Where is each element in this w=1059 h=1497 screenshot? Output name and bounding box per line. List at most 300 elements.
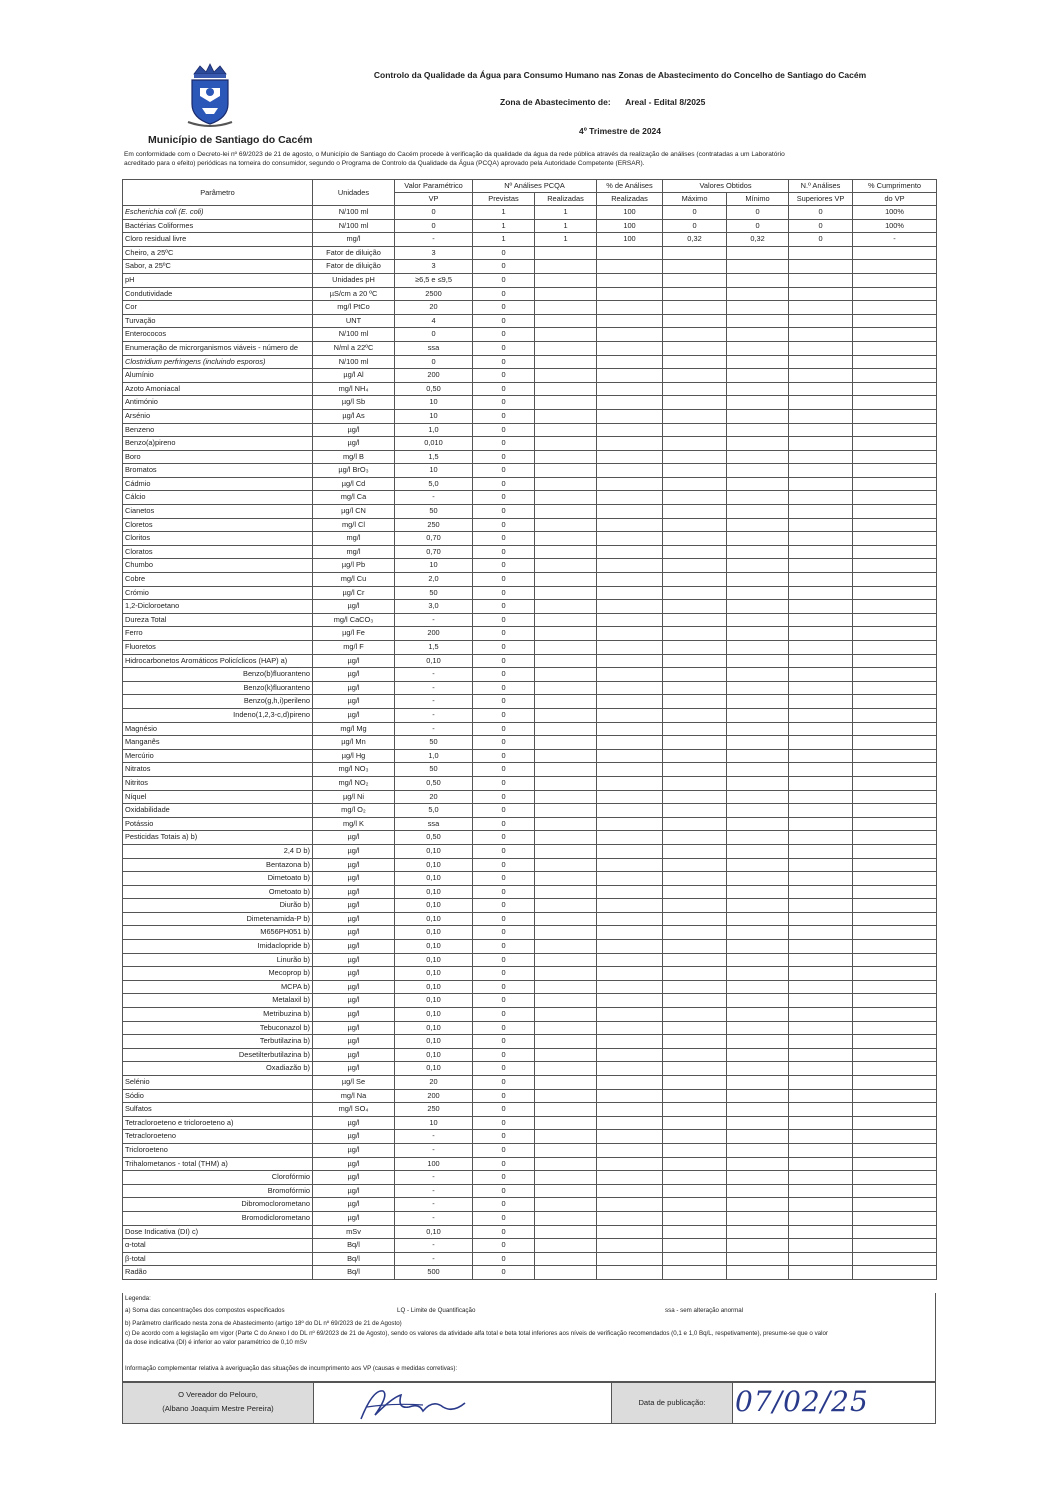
cell-vp: ≥6,5 e ≤9,5 [395, 273, 473, 287]
cell-minimo [727, 273, 789, 287]
cell-realizadas [535, 1089, 597, 1103]
cell-pct-realizadas [597, 559, 663, 573]
cell-cumprimento [853, 1239, 937, 1253]
cell-maximo [663, 1266, 727, 1280]
cell-minimo [727, 1143, 789, 1157]
cell-maximo [663, 967, 727, 981]
cell-superiores-vp [789, 532, 853, 546]
signature-block [122, 1382, 936, 1424]
cell-superiores-vp [789, 940, 853, 954]
cell-maximo [663, 668, 727, 682]
cell-unit: µg/l [313, 912, 395, 926]
cell-unit: Bq/l [313, 1239, 395, 1253]
table-row [123, 369, 937, 383]
cell-unit: µg/l Ni [313, 790, 395, 804]
cell-minimo [727, 505, 789, 519]
cell-pct-realizadas [597, 940, 663, 954]
table-row [123, 206, 937, 220]
cell-superiores-vp [789, 1252, 853, 1266]
table-row [123, 858, 937, 872]
cell-maximo [663, 491, 727, 505]
cell-superiores-vp [789, 899, 853, 913]
cell-minimo [727, 1171, 789, 1185]
cell-maximo [663, 885, 727, 899]
cell-cumprimento [853, 899, 937, 913]
cell-pct-realizadas [597, 301, 663, 315]
cell-previstas: 0 [473, 355, 535, 369]
cell-superiores-vp: 0 [789, 219, 853, 233]
cell-vp: 0,10 [395, 1021, 473, 1035]
cell-cumprimento [853, 518, 937, 532]
cell-minimo [727, 1157, 789, 1171]
cell-realizadas [535, 1184, 597, 1198]
cell-param: Metribuzina b) [123, 1008, 313, 1022]
cell-unit: N/100 ml [313, 219, 395, 233]
cell-vp: 0 [395, 219, 473, 233]
cell-vp: 0,10 [395, 980, 473, 994]
cell-previstas: 0 [473, 341, 535, 355]
cell-param: 2,4 D b) [123, 844, 313, 858]
cell-maximo [663, 260, 727, 274]
table-row [123, 804, 937, 818]
cell-minimo [727, 912, 789, 926]
cell-vp: 0,10 [395, 899, 473, 913]
cell-param: Chumbo [123, 559, 313, 573]
cell-previstas: 0 [473, 586, 535, 600]
cell-param: Magnésio [123, 722, 313, 736]
cell-vp: 10 [395, 409, 473, 423]
cell-cumprimento [853, 912, 937, 926]
cell-param: Cianetos [123, 505, 313, 519]
cell-pct-realizadas [597, 1089, 663, 1103]
cell-superiores-vp [789, 885, 853, 899]
cell-unit: µg/l [313, 695, 395, 709]
table-row [123, 736, 937, 750]
cell-superiores-vp [789, 369, 853, 383]
table-row [123, 573, 937, 587]
cell-param: 1,2-Dicloroetano [123, 600, 313, 614]
cell-minimo [727, 437, 789, 451]
cell-superiores-vp [789, 505, 853, 519]
table-row [123, 545, 937, 559]
cell-pct-realizadas [597, 749, 663, 763]
cell-minimo [727, 545, 789, 559]
cell-superiores-vp [789, 1157, 853, 1171]
cell-vp: 250 [395, 518, 473, 532]
page-title: Controlo da Qualidade da Água para Consumo Humano nas Zonas de Abastecimento do Concelho de Santiago do Cacém [373, 70, 867, 80]
header-pct-top: % de Análises [597, 180, 663, 193]
cell-param: Turvação [123, 314, 313, 328]
header-realizadas: Realizadas [535, 193, 597, 206]
cell-previstas: 0 [473, 641, 535, 655]
cell-vp: - [395, 708, 473, 722]
cell-minimo [727, 423, 789, 437]
table-row [123, 926, 937, 940]
cell-previstas: 0 [473, 749, 535, 763]
cell-minimo [727, 872, 789, 886]
table-row [123, 967, 937, 981]
cell-param: Dimetoato b) [123, 872, 313, 886]
cell-maximo [663, 369, 727, 383]
cell-realizadas [535, 532, 597, 546]
cell-param: α-total [123, 1239, 313, 1253]
cell-param: Pesticidas Totais a) b) [123, 831, 313, 845]
cell-unit: µg/l Fe [313, 627, 395, 641]
cell-unit: UNT [313, 314, 395, 328]
cell-maximo [663, 1021, 727, 1035]
cell-maximo [663, 912, 727, 926]
cell-maximo [663, 844, 727, 858]
cell-param: Sódio [123, 1089, 313, 1103]
cell-param: Cheiro, a 25ºC [123, 246, 313, 260]
cell-minimo [727, 532, 789, 546]
cell-unit: mg/l [313, 532, 395, 546]
cell-minimo [727, 654, 789, 668]
header-sup-bottom: Superiores VP [789, 193, 853, 206]
cell-vp: 0,10 [395, 1225, 473, 1239]
cell-minimo [727, 1252, 789, 1266]
cell-vp: 0 [395, 328, 473, 342]
cell-minimo [727, 314, 789, 328]
cell-cumprimento [853, 736, 937, 750]
cell-maximo: 0,32 [663, 233, 727, 247]
cell-pct-realizadas: 100 [597, 219, 663, 233]
cell-cumprimento [853, 708, 937, 722]
table-row [123, 559, 937, 573]
cell-previstas: 0 [473, 940, 535, 954]
cell-unit: µg/l [313, 681, 395, 695]
table-row [123, 641, 937, 655]
cell-unit: mg/l B [313, 450, 395, 464]
table-row [123, 1143, 937, 1157]
cell-param: Manganês [123, 736, 313, 750]
cell-realizadas [535, 369, 597, 383]
cell-vp: 4 [395, 314, 473, 328]
cell-minimo [727, 518, 789, 532]
cell-minimo [727, 491, 789, 505]
cell-previstas: 0 [473, 1103, 535, 1117]
cell-superiores-vp [789, 912, 853, 926]
cell-pct-realizadas [597, 314, 663, 328]
cell-param: Enterococos [123, 328, 313, 342]
cell-pct-realizadas [597, 1076, 663, 1090]
cell-vp: 50 [395, 586, 473, 600]
cell-maximo [663, 273, 727, 287]
cell-minimo [727, 749, 789, 763]
cell-maximo [663, 437, 727, 451]
municipality-coat-of-arms-logo [180, 62, 240, 132]
cell-maximo [663, 858, 727, 872]
cell-unit: µg/l [313, 1171, 395, 1185]
cell-previstas: 0 [473, 980, 535, 994]
cell-vp: - [395, 668, 473, 682]
cell-superiores-vp [789, 763, 853, 777]
cell-unit: mg/l K [313, 817, 395, 831]
cell-realizadas [535, 505, 597, 519]
cell-pct-realizadas [597, 1239, 663, 1253]
table-row [123, 491, 937, 505]
cell-unit: µg/l [313, 1035, 395, 1049]
intro-text [124, 151, 936, 168]
cell-previstas: 0 [473, 1211, 535, 1225]
cell-param: Tricloroeteno [123, 1143, 313, 1157]
cell-superiores-vp [789, 273, 853, 287]
cell-minimo [727, 763, 789, 777]
cell-unit: Fator de diluição [313, 260, 395, 274]
cell-unit: µg/l [313, 1198, 395, 1212]
table-row [123, 695, 937, 709]
cell-param: Nitratos [123, 763, 313, 777]
cell-minimo [727, 1089, 789, 1103]
cell-vp: 0,10 [395, 926, 473, 940]
cell-param: Cobre [123, 573, 313, 587]
cell-superiores-vp [789, 695, 853, 709]
cell-param: Benzo(a)pireno [123, 437, 313, 451]
cell-param: Ferro [123, 627, 313, 641]
legend-c-line-2: da dose indicativa (DI) é inferior ao valor paramétrico de 0,10 mSv [125, 1339, 307, 1346]
cell-unit: µg/l Pb [313, 559, 395, 573]
cell-cumprimento [853, 1035, 937, 1049]
cell-pct-realizadas [597, 260, 663, 274]
cell-cumprimento [853, 1008, 937, 1022]
cell-pct-realizadas [597, 926, 663, 940]
cell-vp: 3 [395, 260, 473, 274]
cell-maximo [663, 817, 727, 831]
cell-superiores-vp [789, 708, 853, 722]
table-row [123, 1157, 937, 1171]
cell-vp: 1,0 [395, 423, 473, 437]
cell-unit: mg/l Cu [313, 573, 395, 587]
cell-realizadas [535, 722, 597, 736]
cell-unit: µg/l Se [313, 1076, 395, 1090]
cell-realizadas [535, 912, 597, 926]
cell-maximo [663, 1225, 727, 1239]
cell-maximo [663, 287, 727, 301]
cell-superiores-vp [789, 1062, 853, 1076]
cell-vp: 0,10 [395, 940, 473, 954]
table-row [123, 532, 937, 546]
cell-minimo [727, 409, 789, 423]
cell-minimo [727, 328, 789, 342]
cell-superiores-vp [789, 328, 853, 342]
table-row [123, 722, 937, 736]
cell-superiores-vp [789, 586, 853, 600]
cell-unit: µg/l CN [313, 505, 395, 519]
cell-maximo [663, 382, 727, 396]
cell-previstas: 0 [473, 817, 535, 831]
cell-param: Bactérias Coliformes [123, 219, 313, 233]
cell-param: pH [123, 273, 313, 287]
table-row [123, 396, 937, 410]
cell-superiores-vp [789, 396, 853, 410]
cell-minimo [727, 382, 789, 396]
cell-cumprimento [853, 382, 937, 396]
header-parametro: Parâmetro [123, 180, 313, 206]
cell-param: Condutividade [123, 287, 313, 301]
cell-param: Clorofórmio [123, 1171, 313, 1185]
cell-minimo [727, 477, 789, 491]
cell-unit: N/ml a 22ºC [313, 341, 395, 355]
cell-superiores-vp [789, 926, 853, 940]
cell-param: Desetilterbutilazina b) [123, 1048, 313, 1062]
cell-unit: µg/l [313, 885, 395, 899]
cell-pct-realizadas [597, 491, 663, 505]
cell-param: Mercúrio [123, 749, 313, 763]
cell-superiores-vp [789, 518, 853, 532]
cell-maximo [663, 1239, 727, 1253]
cell-realizadas: 1 [535, 233, 597, 247]
cell-realizadas [535, 1252, 597, 1266]
cell-cumprimento [853, 817, 937, 831]
cell-cumprimento [853, 1130, 937, 1144]
cell-param: Tetracloroeteno [123, 1130, 313, 1144]
cell-cumprimento [853, 844, 937, 858]
cell-realizadas [535, 341, 597, 355]
cell-previstas: 0 [473, 396, 535, 410]
cell-maximo [663, 545, 727, 559]
cell-previstas: 0 [473, 844, 535, 858]
cell-previstas: 0 [473, 1157, 535, 1171]
cell-unit: mg/l NO₂ [313, 776, 395, 790]
cell-maximo [663, 559, 727, 573]
cell-pct-realizadas [597, 980, 663, 994]
cell-minimo: 0,32 [727, 233, 789, 247]
cell-minimo [727, 1008, 789, 1022]
cell-unit: Bq/l [313, 1252, 395, 1266]
cell-cumprimento [853, 776, 937, 790]
cell-realizadas [535, 831, 597, 845]
table-row [123, 355, 937, 369]
cell-pct-realizadas [597, 885, 663, 899]
cell-previstas: 0 [473, 1184, 535, 1198]
cell-cumprimento [853, 804, 937, 818]
cell-cumprimento [853, 1062, 937, 1076]
cell-vp: - [395, 1130, 473, 1144]
cell-realizadas [535, 1076, 597, 1090]
cell-minimo [727, 1211, 789, 1225]
cell-param: Oxidabilidade [123, 804, 313, 818]
cell-pct-realizadas [597, 613, 663, 627]
header-minimo: Mínimo [727, 193, 789, 206]
cell-realizadas [535, 654, 597, 668]
cell-superiores-vp [789, 1198, 853, 1212]
cell-superiores-vp [789, 1171, 853, 1185]
cell-minimo [727, 287, 789, 301]
legend-a: a) Soma das concentrações dos compostos especificados [125, 1307, 285, 1314]
cell-maximo [663, 1252, 727, 1266]
cell-superiores-vp [789, 477, 853, 491]
supply-zone [500, 97, 705, 107]
cell-superiores-vp [789, 437, 853, 451]
cell-superiores-vp [789, 260, 853, 274]
table-row [123, 708, 937, 722]
cell-param: Dose Indicativa (DI) c) [123, 1225, 313, 1239]
cell-unit: mg/l CaCO₃ [313, 613, 395, 627]
table-row [123, 260, 937, 274]
cell-vp: 2,0 [395, 573, 473, 587]
table-row [123, 1130, 937, 1144]
cell-minimo [727, 967, 789, 981]
table-row [123, 1239, 937, 1253]
cell-unit: µg/l [313, 654, 395, 668]
cell-minimo [727, 994, 789, 1008]
cell-param: Ometoato b) [123, 885, 313, 899]
cell-cumprimento [853, 328, 937, 342]
cell-realizadas [535, 926, 597, 940]
cell-unit: µg/l As [313, 409, 395, 423]
header-pct-bottom: Realizadas [597, 193, 663, 206]
cell-realizadas [535, 858, 597, 872]
cell-superiores-vp [789, 559, 853, 573]
cell-unit: mg/l NO₃ [313, 763, 395, 777]
cell-param: Cor [123, 301, 313, 315]
cell-vp: 10 [395, 559, 473, 573]
cell-pct-realizadas [597, 477, 663, 491]
table-row [123, 477, 937, 491]
cell-superiores-vp [789, 967, 853, 981]
cell-maximo [663, 1116, 727, 1130]
cell-minimo [727, 586, 789, 600]
header-maximo: Máximo [663, 193, 727, 206]
cell-minimo: 0 [727, 206, 789, 220]
cell-maximo [663, 328, 727, 342]
table-row [123, 409, 937, 423]
cell-param: Indeno(1,2,3-c,d)pireno [123, 708, 313, 722]
cell-vp: - [395, 1171, 473, 1185]
cell-minimo [727, 613, 789, 627]
cell-minimo [727, 858, 789, 872]
cell-param: Dibromoclorometano [123, 1198, 313, 1212]
cell-realizadas [535, 641, 597, 655]
cell-vp: 200 [395, 627, 473, 641]
cell-previstas: 0 [473, 491, 535, 505]
cell-cumprimento [853, 872, 937, 886]
cell-param: Boro [123, 450, 313, 464]
table-row [123, 301, 937, 315]
cell-previstas: 0 [473, 1143, 535, 1157]
cell-realizadas [535, 573, 597, 587]
cell-realizadas [535, 1035, 597, 1049]
cell-unit: µg/l [313, 940, 395, 954]
cell-realizadas [535, 1143, 597, 1157]
cell-superiores-vp [789, 776, 853, 790]
cell-minimo [727, 1035, 789, 1049]
cell-superiores-vp [789, 1089, 853, 1103]
cell-minimo [727, 817, 789, 831]
cell-vp: 0,10 [395, 858, 473, 872]
cell-previstas: 0 [473, 708, 535, 722]
cell-cumprimento [853, 586, 937, 600]
table-row [123, 314, 937, 328]
table-row [123, 749, 937, 763]
handwritten-signature [353, 1385, 473, 1423]
cell-vp: 0,50 [395, 831, 473, 845]
cell-minimo [727, 776, 789, 790]
cell-pct-realizadas [597, 695, 663, 709]
header-n-analises: Nº Análises PCQA [473, 180, 597, 193]
cell-superiores-vp [789, 994, 853, 1008]
cell-maximo [663, 1089, 727, 1103]
cell-unit: mg/l PtCo [313, 301, 395, 315]
cell-superiores-vp [789, 1143, 853, 1157]
cell-vp: 0,10 [395, 872, 473, 886]
cell-realizadas [535, 314, 597, 328]
cell-vp: ssa [395, 817, 473, 831]
cell-cumprimento [853, 1252, 937, 1266]
cell-realizadas [535, 586, 597, 600]
cell-previstas: 0 [473, 1130, 535, 1144]
cell-cumprimento [853, 1116, 937, 1130]
